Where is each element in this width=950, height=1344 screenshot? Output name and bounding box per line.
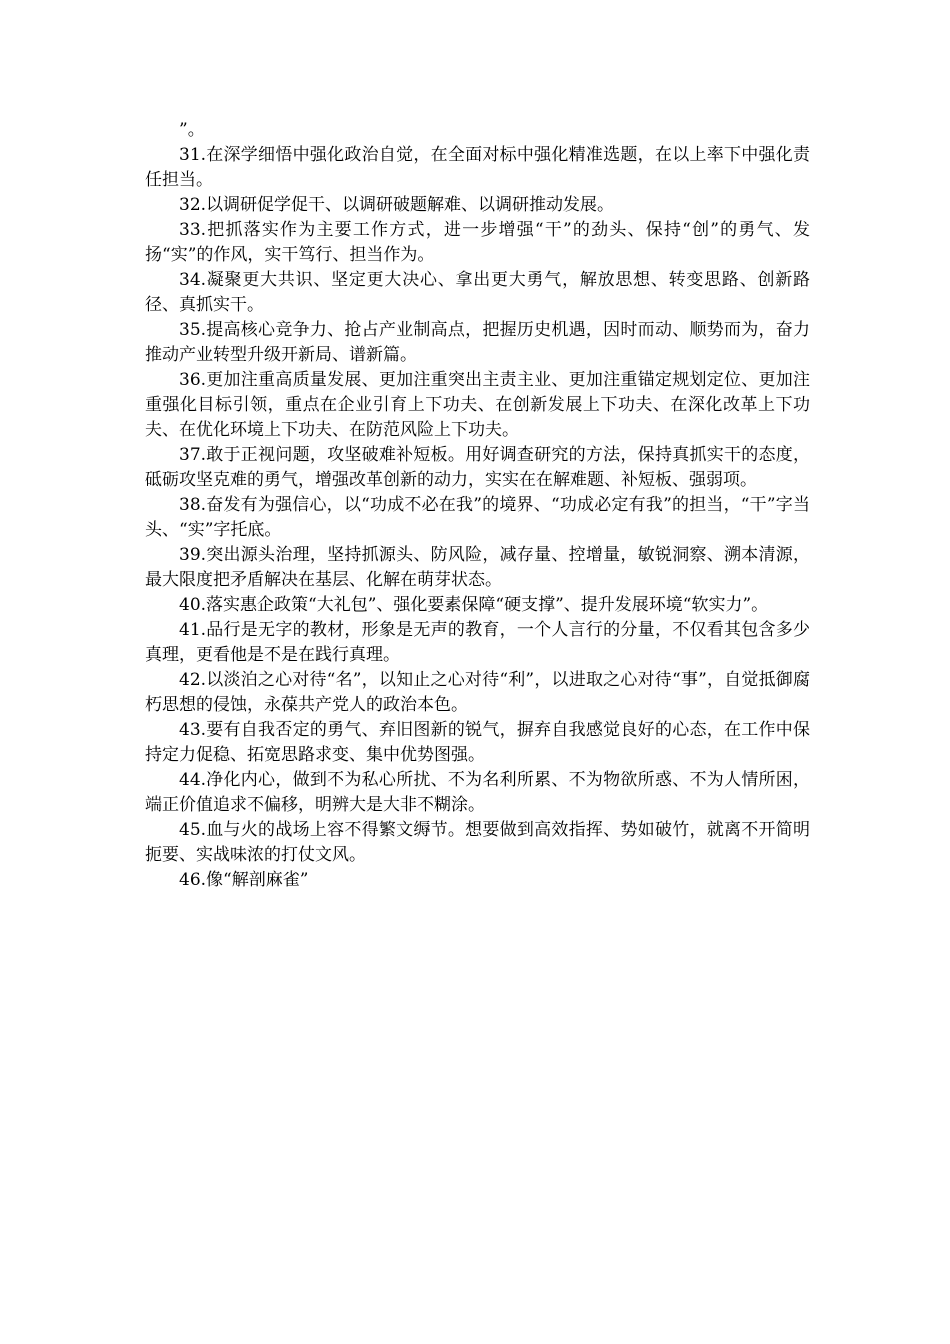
paragraph-43: 43.要有自我否定的勇气、弃旧图新的锐气，摒弃自我感觉良好的心态，在工作中保持定力促稳、拓宽思路求变、集中优势图强。 <box>145 720 810 765</box>
paragraph-34: 34.凝聚更大共识、坚定更大决心、拿出更大勇气，解放思想、转变思路、创新路径、真抓实干。 <box>145 270 810 315</box>
paragraph-31: 31.在深学细悟中强化政治自觉，在全面对标中强化精准选题，在以上率下中强化责任担当。 <box>145 145 810 190</box>
paragraph-44: 44.净化内心，做到不为私心所扰、不为名利所累、不为物欲所惑、不为人情所困，端正价值追求不偏移，明辨大是大非不糊涂。 <box>145 770 810 815</box>
paragraph-continuation: ”。 <box>179 120 205 140</box>
paragraph-37: 37.敢于正视问题，攻坚破难补短板。用好调查研究的方法，保持真抓实干的态度，砥砺攻坚克难的勇气，增强改革创新的动力，实实在在解难题、补短板、强弱项。 <box>145 445 810 490</box>
paragraph-40: 40.落实惠企政策“大礼包”、强化要素保障“硬支撑”、提升发展环境“软实力”。 <box>179 595 769 615</box>
paragraph-38: 38.奋发有为强信心，以“功成不必在我”的境界、“功成必定有我”的担当，“干”字当头、“实”字托底。 <box>145 495 810 540</box>
paragraph-41: 41.品行是无字的教材，形象是无声的教育，一个人言行的分量，不仅看其包含多少真理，更看他是不是在践行真理。 <box>145 620 810 665</box>
paragraph-32: 32.以调研促学促干、以调研破题解难、以调研推动发展。 <box>179 195 615 215</box>
paragraph-39: 39.突出源头治理，坚持抓源头、防风险，减存量、控增量，敏锐洞察、溯本清源，最大限度把矛盾解决在基层、化解在萌芽状态。 <box>145 545 810 590</box>
paragraph-36: 36.更加注重高质量发展、更加注重突出主责主业、更加注重锚定规划定位、更加注重强化目标引领，重点在企业引育上下功夫、在创新发展上下功夫、在深化改革上下功夫、在优化环境上下功夫、在防范风险上下功夫。 <box>145 370 810 440</box>
paragraph-45: 45.血与火的战场上容不得繁文缛节。想要做到高效指挥、势如破竹，就离不开简明扼要、实战味浓的打仗文风。 <box>145 820 810 865</box>
paragraph-46: 46.像“解剖麻雀” <box>179 870 309 890</box>
document-body <box>145 118 810 893</box>
paragraph-42: 42.以淡泊之心对待“名”，以知止之心对待“利”，以进取之心对待“事”，自觉抵御腐朽思想的侵蚀，永葆共产党人的政治本色。 <box>145 670 810 715</box>
paragraph-35: 35.提高核心竞争力、抢占产业制高点，把握历史机遇，因时而动、顺势而为，奋力推动产业转型升级开新局、谱新篇。 <box>145 320 810 365</box>
paragraph-33: 33.把抓落实作为主要工作方式，进一步增强“干”的劲头、保持“创”的勇气、发扬“实”的作风，实干笃行、担当作为。 <box>145 220 810 265</box>
